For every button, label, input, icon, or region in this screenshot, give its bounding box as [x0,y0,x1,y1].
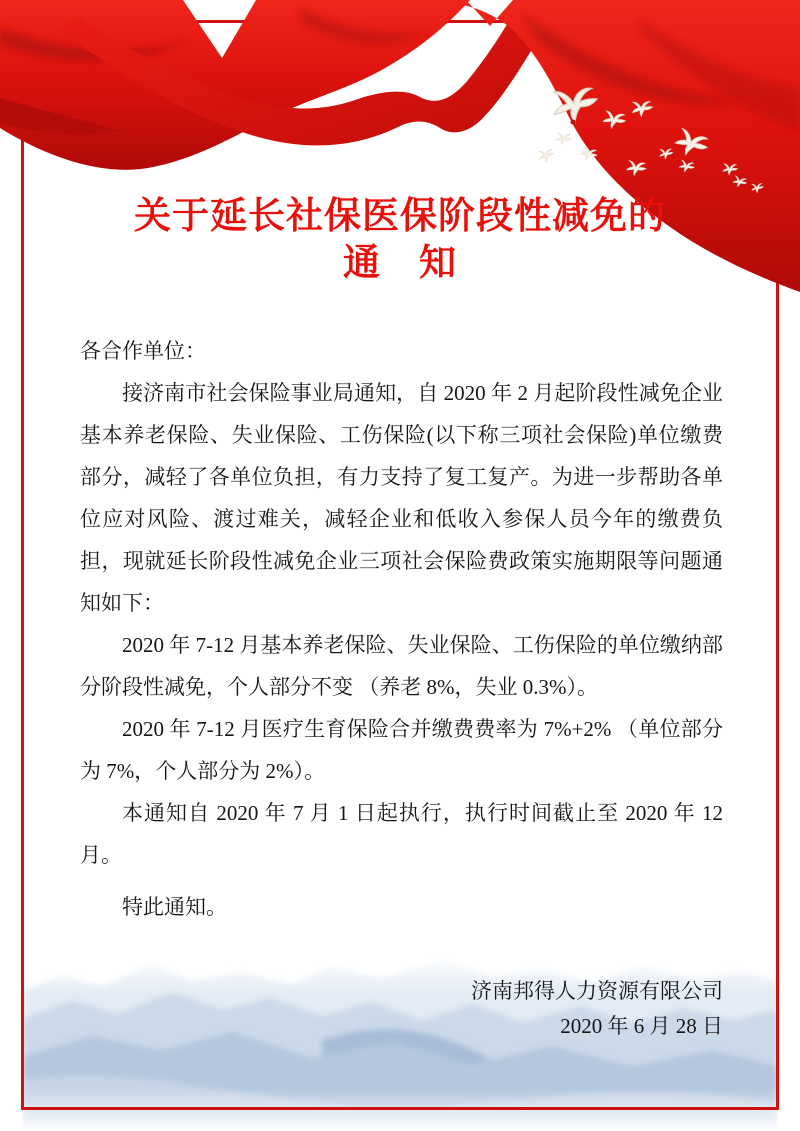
notice-title-line2: 通 知 [343,242,457,283]
paragraph: 接济南市社会保险事业局通知，自 2020 年 2 月起阶段性减免企业基本养老保险、失业保险、工伤保险(以下称三项社会保险)单位缴费部分，减轻了各单位负担，有力支持了复工复产。为进一步帮助各单位应对风险、渡过难关，减轻企业和低收入参保人员今年的缴费负担，现就延长阶段性减免企业三项社会保险费政策实施期限等问题通知如下： [80,381,723,615]
notice-body [80,330,723,1044]
paragraph: 本通知自 2020 年 7 月 1 日起执行，执行时间截止至 2020 年 12 月。 [80,801,723,867]
paragraph: 2020 年 7-12 月基本养老保险、失业保险、工伤保险的单位缴纳部分阶段性减免，个人部分不变 （养老 8%，失业 0.3%）。 [80,633,723,699]
paragraph: 2020 年 7-12 月医疗生育保险合并缴费费率为 7%+2% （单位部分为 7%，个人部分为 2%）。 [80,717,723,783]
signature-date: 2020 年 6 月 28 日 [560,1014,723,1038]
salutation: 各合作单位： [80,339,206,363]
notice-title-line1: 关于延长社保医保阶段性减免的 [134,195,666,236]
closing-phrase: 特此通知。 [122,895,227,919]
signature-block [80,974,723,1044]
signature-company: 济南邦得人力资源有限公司 [471,979,723,1003]
dove-ribbon-dot [571,120,576,125]
dove-icon [538,148,555,162]
dove-icon [556,133,572,146]
notice-title [0,192,800,286]
